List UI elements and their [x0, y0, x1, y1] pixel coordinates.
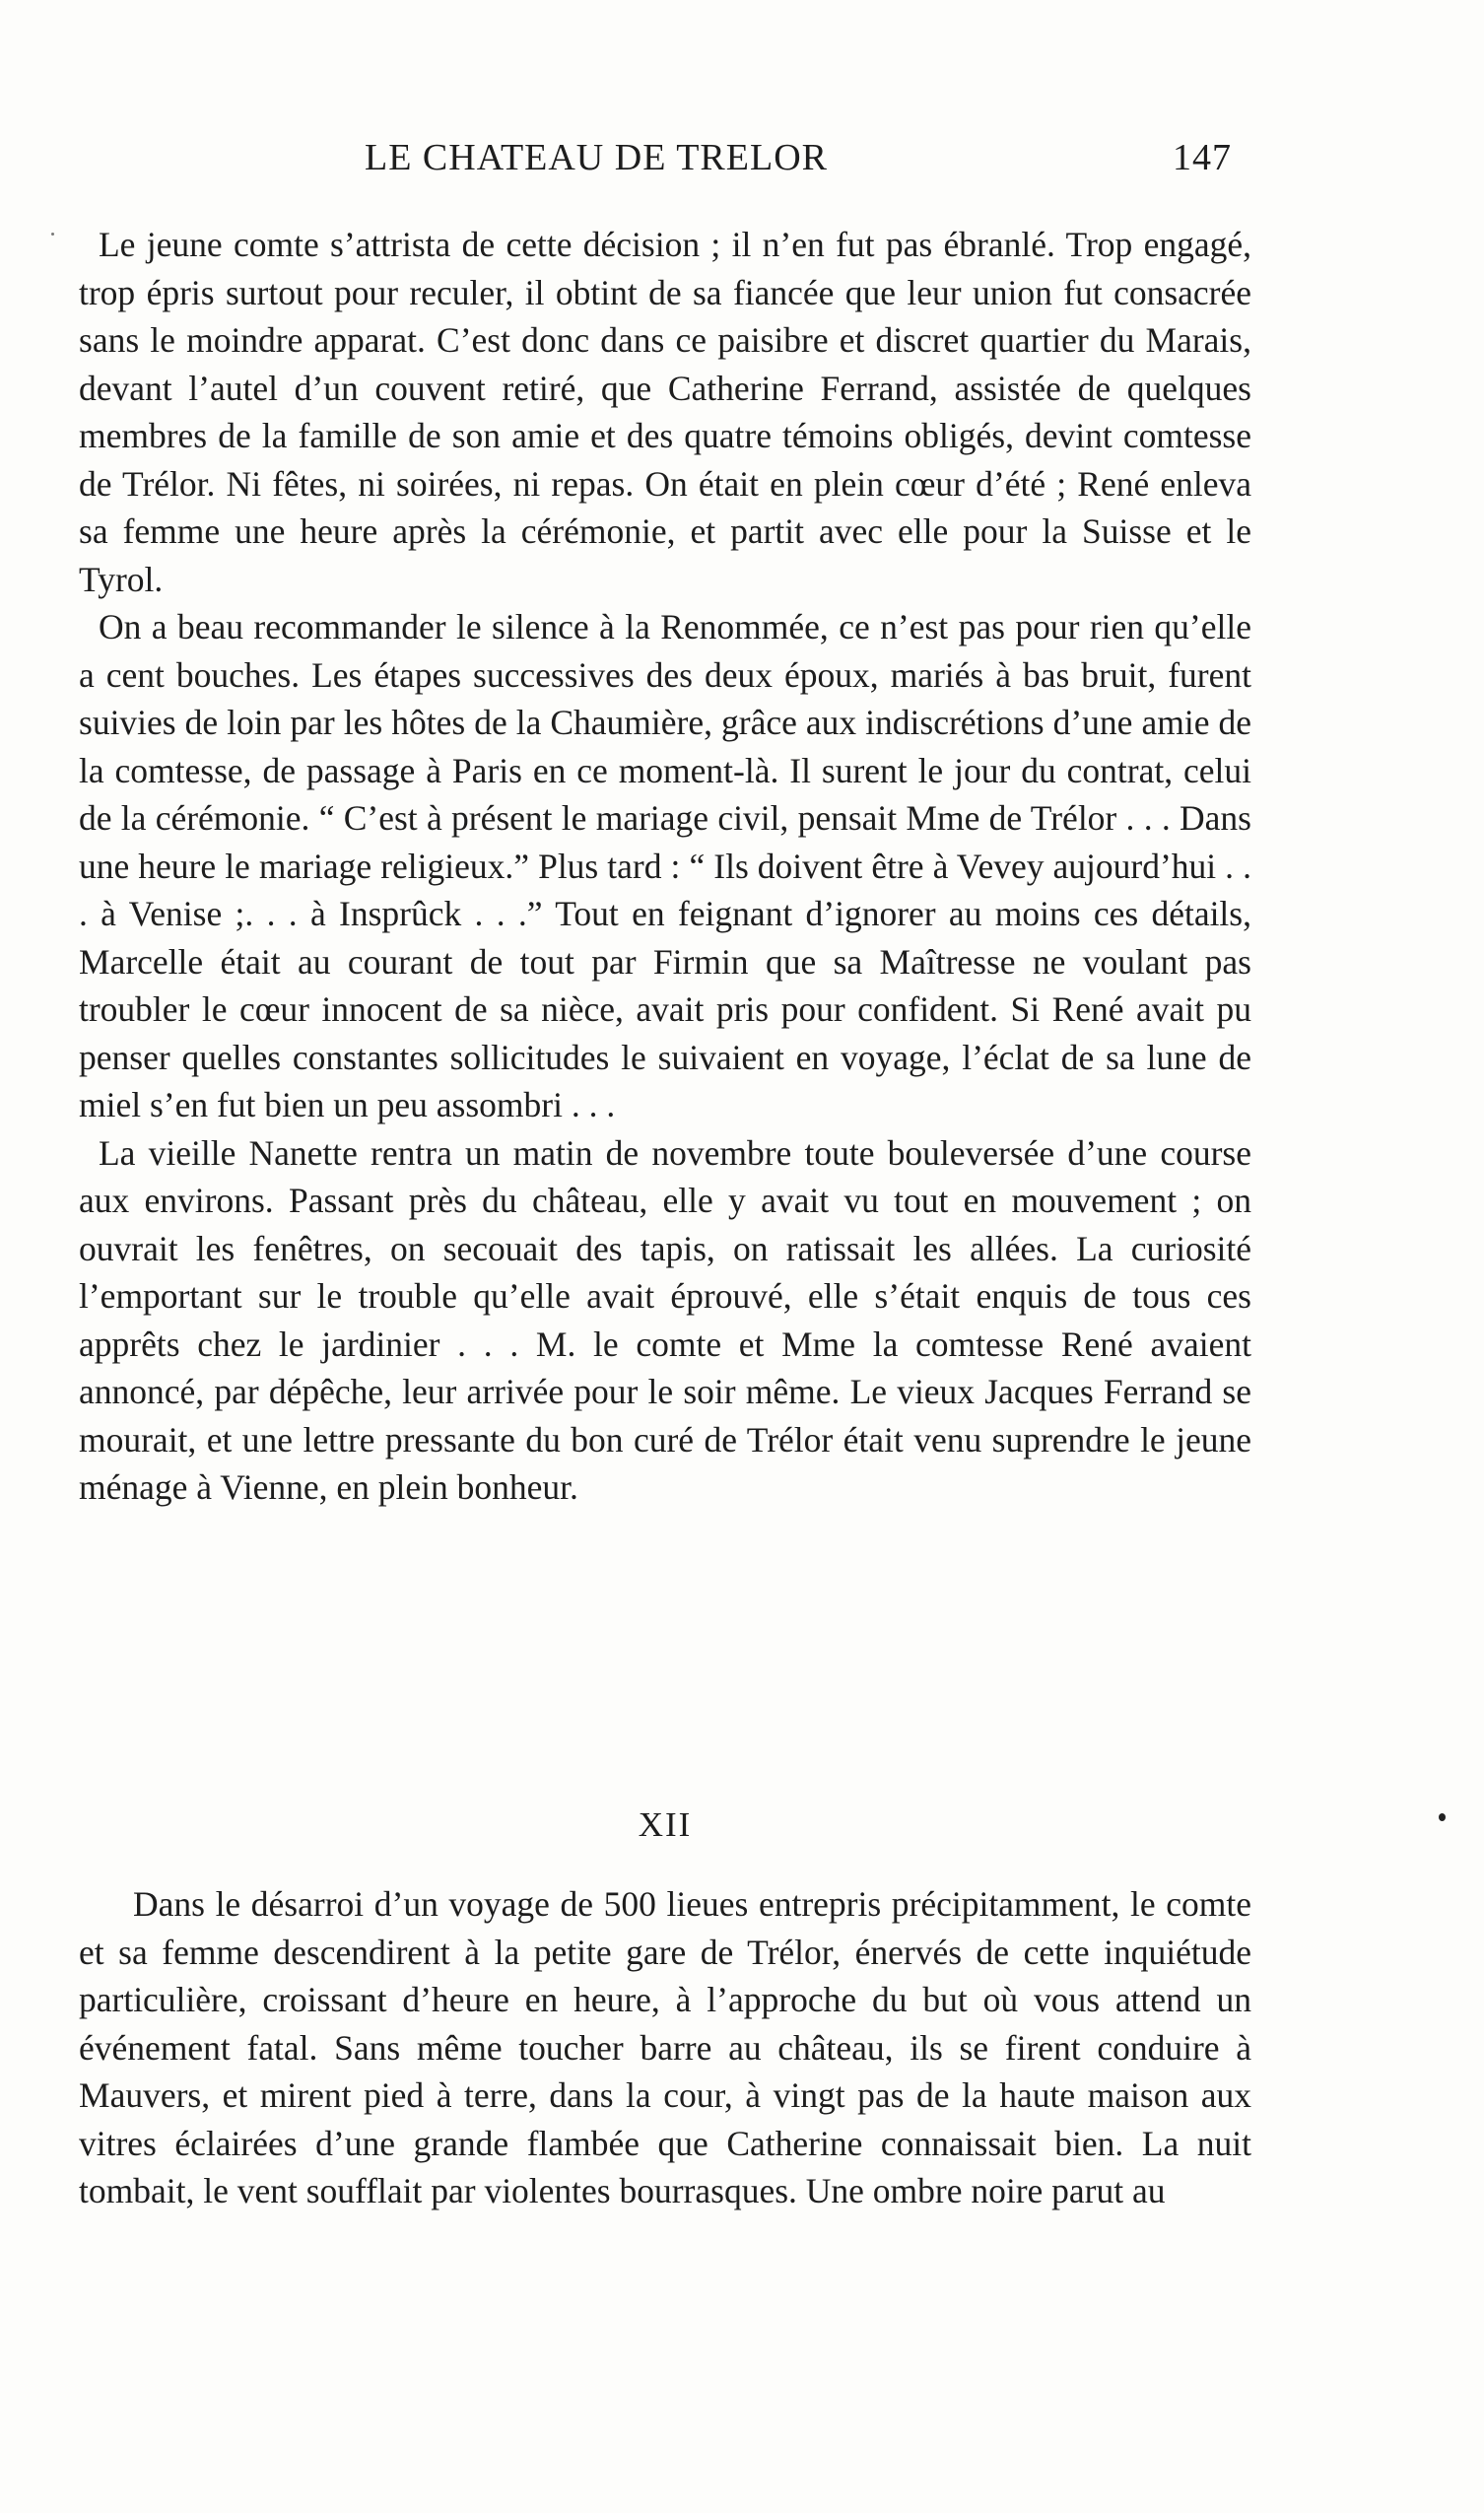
- body-text: [79, 221, 1251, 1512]
- chapter-heading: XII: [638, 1805, 693, 1844]
- chapter-body: [79, 1880, 1251, 2215]
- print-speck: [1439, 1813, 1446, 1821]
- paragraph: Dans le désarroi d’un voyage de 500 lieues entrepris précipitamment, le comte et sa femme descendirent à la petite gare de Trélor, énervés de cette inquiétude particulière, croissant d’heure en heure, à l’approche du but où vous attend un événement fatal. Sans même toucher barre au château, ils se firent conduire à Mauvers, et mirent pied à terre, dans la cour, à vingt pas de la haute maison aux vitres éclairées d’une grande flambée que Catherine connaissait bien. La nuit tombait, le vent soufflait par violentes bourrasques. Une ombre noire parut au: [79, 1884, 1251, 2210]
- running-title: LE CHATEAU DE TRELOR: [365, 137, 828, 178]
- paragraph: Le jeune comte s’attrista de cette décision ; il n’en fut pas ébranlé. Trop engagé, trop épris surtout pour reculer, il obtint de sa fiancée que leur union fut consacrée sans le moindre apparat. C’est donc dans ce paisibre et discret quartier du Marais, devant l’autel d’un couvent retiré, que Catherine Ferrand, assistée de quelques membres de la famille de son amie et des quatre témoins obligés, devint comtesse de Trélor. Ni fêtes, ni soirées, ni repas. On était en plein cœur d’été ; René enleva sa femme une heure après la cérémonie, et partit avec elle pour la Suisse et le Tyrol.: [79, 225, 1251, 599]
- paragraph: La vieille Nanette rentra un matin de novembre toute bouleversée d’une course aux environs. Passant près du château, elle y avait vu tout en mouvement ; on ouvrait les fenêtres, on secouait des tapis, on ratissait les allées. La curiosité l’emportant sur le trouble qu’elle avait éprouvé, elle s’était enquis de tous ces apprêts chez le jardinier . . . M. le comte et Mme la comtesse René avaient annoncé, par dépêche, leur arrivée pour le soir même. Le vieux Jacques Ferrand se mourait, et une lettre pressante du bon curé de Trélor était venu suprendre le jeune ménage à Vienne, en plein bonheur.: [79, 1132, 1251, 1507]
- paragraph: On a beau recommander le silence à la Renommée, ce n’est pas pour rien qu’elle a cent bouches. Les étapes successives des deux époux, mariés à bas bruit, furent suivies de loin par les hôtes de la Chaumière, grâce aux indiscrétions d’une amie de la comtesse, de passage à Paris en ce moment-là. Il surent le jour du contrat, celui de la cérémonie. “ C’est à présent le mariage civil, pensait Mme de Trélor . . . Dans une heure le mariage religieux.” Plus tard : “ Ils doivent être à Vevey aujourd’hui . . . à Venise ;. . . à Insprûck . . .” Tout en feignant d’ignorer au moins ces détails, Marcelle était au courant de tout par Firmin que sa Maîtresse ne voulant pas troubler le cœur innocent de sa nièce, avait pris pour confident. Si René avait pu penser quelles constantes sollicitudes le suivaient en voyage, l’éclat de sa lune de miel s’en fut bien un peu assombri . . .: [79, 607, 1251, 1124]
- print-speck: [51, 233, 54, 236]
- page-header: [365, 136, 1232, 195]
- page-number: 147: [1173, 137, 1232, 178]
